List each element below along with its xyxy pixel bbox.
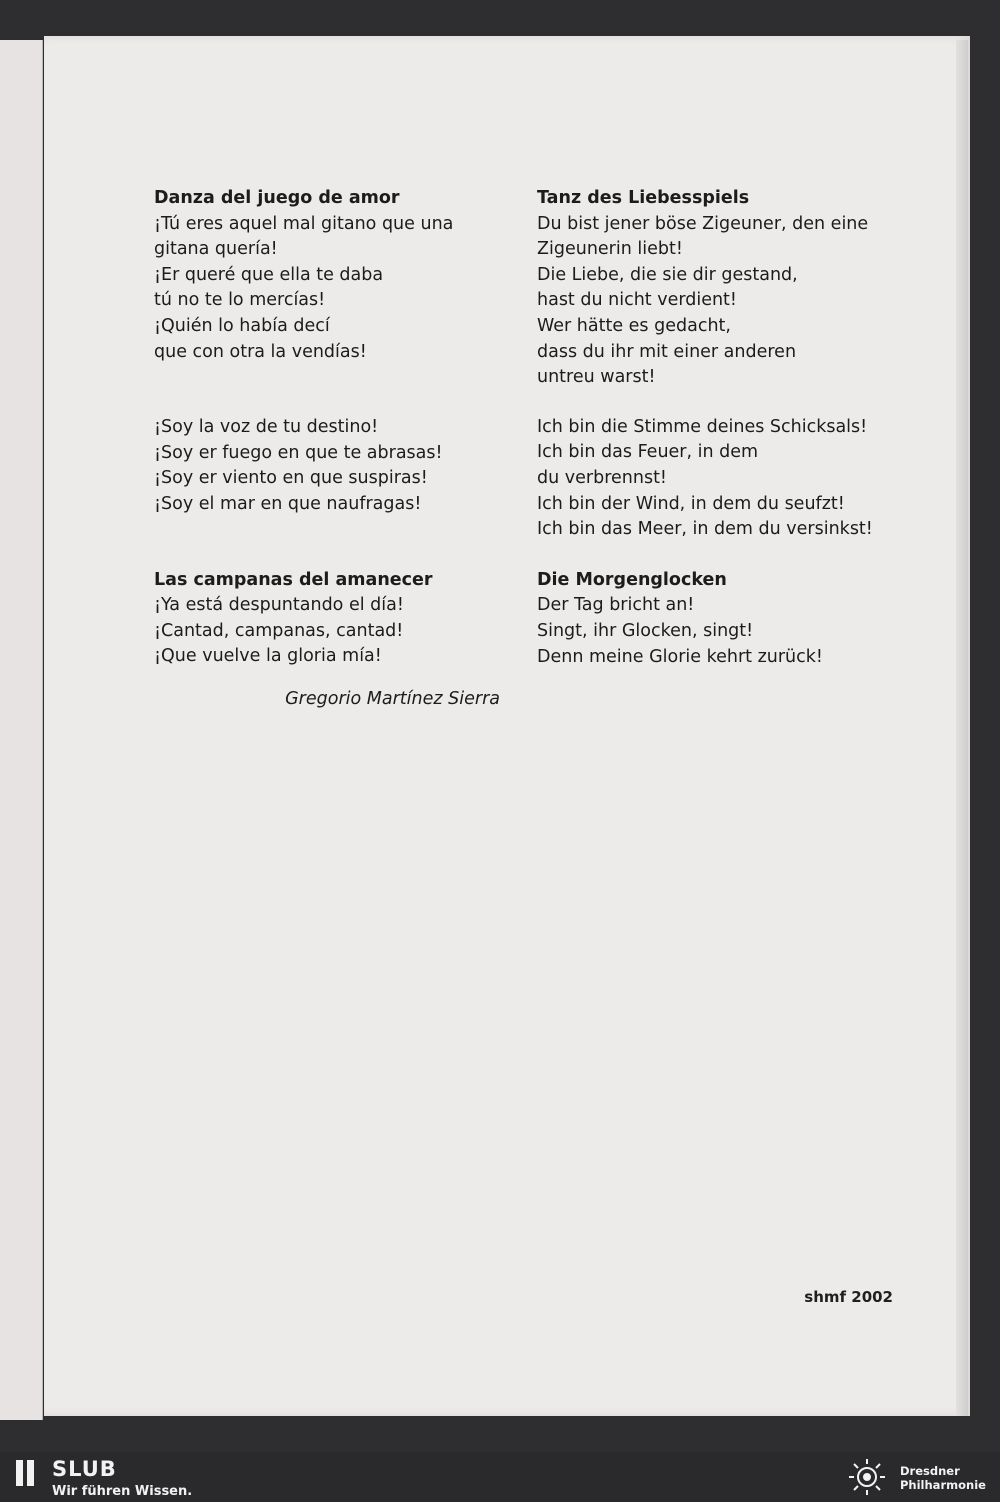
philharmonie-logo-icon (844, 1457, 890, 1497)
verse-line: ¡Que vuelve la gloria mía! (154, 646, 382, 667)
slub-logo-icon (16, 1460, 34, 1486)
stanza (537, 593, 917, 670)
verse-line: ¡Soy er viento en que suspiras! (154, 468, 428, 489)
verse-line: Du bist jener böse Zigeuner, den eine (537, 213, 869, 234)
stanza (154, 593, 514, 670)
page-stack-edge (956, 40, 968, 1416)
verse-line: gitana quería! (154, 239, 278, 260)
verse-line: ¡Cantad, campanas, cantad! (154, 620, 404, 641)
stanza (154, 212, 514, 366)
footer-bar (0, 1452, 1000, 1502)
section-title: Las campanas del amanecer (154, 569, 433, 590)
verse-line: que con otra la vendías! (154, 341, 367, 362)
verse-line: Zigeunerin liebt! (537, 239, 683, 260)
library-name: SLUB (52, 1457, 117, 1481)
verse-line: Ich bin das Feuer, in dem (537, 442, 759, 463)
verse-line: ¡Tú eres aquel mal gitano que una (154, 213, 454, 234)
verse-line: Der Tag bricht an! (537, 595, 695, 616)
stanza (537, 415, 917, 543)
partner-name-line: Philharmonie (900, 1478, 986, 1492)
author-credit: Gregorio Martínez Sierra (285, 689, 500, 710)
verse-line: ¡Quién lo había decí (154, 315, 330, 336)
section-title: Tanz des Liebesspiels (537, 188, 750, 208)
verse-line: ¡Soy el mar en que naufragas! (154, 493, 422, 514)
verse-line: tú no te lo mercías! (154, 290, 326, 311)
verse-line: ¡Ya está despuntando el día! (154, 595, 404, 616)
german-column (537, 186, 917, 670)
spanish-column (154, 186, 514, 731)
verse-line: ¡Soy er fuego en que te abrasas! (154, 442, 443, 463)
partner-name (900, 1464, 986, 1492)
verse-line: dass du ihr mit einer anderen (537, 341, 797, 362)
partner-name-line: Dresdner (900, 1464, 960, 1478)
section-title: Danza del juego de amor (154, 188, 400, 208)
verse-line: Denn meine Glorie kehrt zurück! (537, 646, 823, 667)
verse-line: Singt, ihr Glocken, singt! (537, 620, 754, 641)
verse-line: du verbrennst! (537, 467, 667, 488)
verse-line: Ich bin die Stimme deines Schicksals! (537, 416, 868, 437)
verse-line: Wer hätte es gedacht, (537, 315, 731, 336)
verse-line: Ich bin der Wind, in dem du seufzt! (537, 493, 845, 514)
verse-line: Die Liebe, die sie dir gestand, (537, 264, 798, 285)
stanza (537, 212, 917, 391)
section-title: Die Morgenglocken (537, 569, 727, 590)
verse-line: ¡Er queré que ella te daba (154, 264, 384, 285)
facing-page-edge (0, 40, 43, 1420)
page-label: shmf 2002 (804, 1288, 893, 1306)
library-tagline: Wir führen Wissen. (52, 1484, 193, 1499)
verse-line: Ich bin das Meer, in dem du versinkst! (537, 519, 873, 540)
verse-line: ¡Soy la voz de tu destino! (154, 417, 379, 438)
verse-line: hast du nicht verdient! (537, 290, 737, 311)
verse-line: untreu warst! (537, 367, 656, 388)
stanza (154, 415, 514, 517)
